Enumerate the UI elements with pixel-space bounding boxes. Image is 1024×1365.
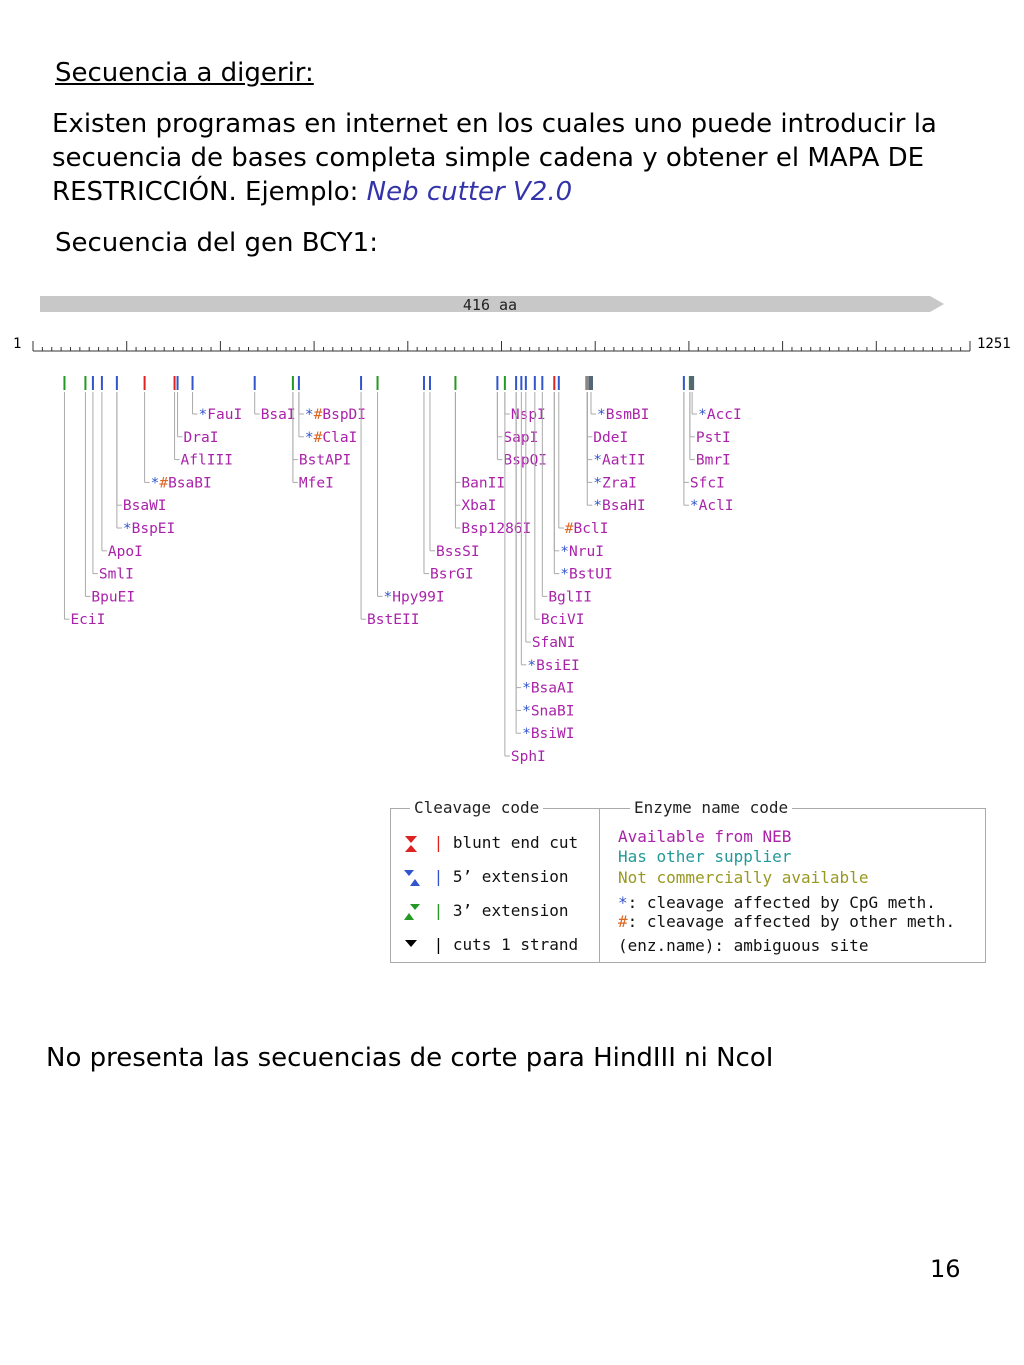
enzyme-name: FauI: [207, 407, 243, 423]
legend-text: : cleavage affected by other meth.: [627, 912, 956, 931]
enzyme-name: BspEI: [131, 521, 176, 537]
enzyme-label: [503, 430, 538, 446]
enzyme-name: BmrI: [695, 452, 731, 469]
cleavage-legend-row: [402, 935, 578, 956]
nebcutter-link[interactable]: Neb cutter V2.0: [366, 177, 573, 207]
legend-text: : cleavage affected by CpG meth.: [627, 893, 936, 912]
cut-site-mark: [254, 376, 256, 390]
legend-divider: [599, 808, 600, 962]
cut-site-mark: [690, 376, 694, 390]
name-code-row: [618, 868, 868, 887]
enzyme-name-code-title: Enzyme name code: [630, 798, 792, 817]
cut-site-mark: [553, 376, 555, 390]
enzyme-name: BsrGI: [429, 566, 474, 583]
enzyme-name: BsaHI: [601, 498, 646, 515]
enzyme-flag: #: [564, 521, 574, 537]
cut-site-mark: [496, 376, 498, 390]
legend-text: #: [618, 912, 628, 931]
name-code-row: [618, 847, 791, 866]
enzyme-label: [511, 749, 546, 765]
enzyme-label: [560, 567, 612, 583]
enzyme-name: SapI: [503, 429, 539, 446]
enzyme-label: [184, 430, 219, 446]
enzyme-flag: *: [304, 429, 314, 446]
enzyme-flag: *: [593, 452, 602, 469]
enzyme-flag: #: [313, 407, 323, 423]
cleavage-bar-mark: |: [424, 935, 453, 954]
enzyme-flag: *: [198, 407, 208, 423]
cleavage-label: 3’ extension: [452, 901, 569, 920]
enzyme-label: [565, 521, 609, 537]
enzyme-label: [199, 407, 243, 423]
enzyme-flag: *: [522, 703, 531, 720]
ruler-start-label: 1: [13, 336, 22, 352]
cleavage-arrow-shape: [404, 870, 420, 886]
slide-heading: Secuencia a digerir:: [55, 58, 314, 88]
cut-site-mark: [683, 376, 685, 390]
enzyme-name: BsiWI: [530, 726, 575, 743]
enzyme-label: [99, 567, 134, 583]
enzyme-name: BstUI: [569, 566, 613, 583]
enzyme-label: [151, 475, 212, 491]
cleavage-code-title: Cleavage code: [410, 798, 543, 817]
cut-site-mark: [192, 376, 194, 390]
gene-label: Secuencia del gen BCY1:: [55, 228, 378, 258]
enzyme-name: NspI: [510, 407, 546, 423]
cleavage-bar-mark: |: [424, 901, 453, 920]
enzyme-name: BsaAI: [530, 680, 575, 697]
cleavage-arrow-shape: [404, 904, 420, 920]
enzyme-name: SnaBI: [530, 703, 575, 720]
enzyme-name: BssSI: [435, 543, 480, 560]
cleavage-legend-row: [402, 833, 578, 854]
cleavage-label: blunt end cut: [452, 833, 579, 852]
enzyme-flag: *: [527, 657, 537, 674]
legend-text: Not commercially available: [618, 868, 869, 887]
cut-site-mark: [177, 376, 179, 390]
cut-site-mark: [84, 376, 86, 390]
enzyme-name: BglII: [548, 589, 592, 606]
enzyme-name: AclI: [698, 498, 734, 515]
cut-site-mark: [558, 376, 560, 390]
enzyme-name: EciI: [70, 612, 106, 629]
enzyme-label: [593, 453, 645, 469]
legend-text: *: [618, 893, 628, 912]
enzyme-name: DraI: [183, 429, 219, 446]
cleavage-arrow-shape: [405, 940, 417, 947]
cut-site-mark: [292, 376, 294, 390]
enzyme-name: BsaWI: [122, 498, 167, 515]
restriction-map: [0, 280, 1024, 780]
cleavage-legend-row: [402, 867, 569, 888]
enzyme-name: NruI: [569, 543, 604, 560]
enzyme-label: [384, 589, 445, 605]
cut-site-mark: [174, 376, 176, 390]
enzyme-name: SphI: [510, 749, 546, 765]
page-number: 16: [930, 1255, 961, 1283]
enzyme-name: MfeI: [298, 475, 334, 492]
intro-text: Existen programas en internet en los cuales uno puede introducir la secuencia de bases completa simple cadena y obtener el MAPA DE RESTRICCIÓN. Ejemplo:: [52, 109, 937, 207]
cut-site-mark: [423, 376, 425, 390]
enzyme-name: BsiEI: [536, 657, 580, 674]
enzyme-flag: *: [698, 407, 707, 423]
ambiguous-code-row: [618, 936, 868, 955]
enzyme-label: [123, 521, 175, 537]
enzyme-name: BstAPI: [298, 452, 352, 469]
cut-site-mark: [377, 376, 379, 390]
enzyme-name: AflIII: [180, 452, 233, 469]
protein-length-label: 416 aa: [462, 296, 518, 314]
cleavage-arrow-icon: [402, 902, 424, 922]
enzyme-name: PstI: [695, 429, 731, 446]
cut-site-mark: [504, 376, 506, 390]
enzyme-label: [690, 475, 725, 491]
enzyme-flag: #: [313, 429, 323, 446]
enzyme-label: [91, 589, 135, 605]
enzyme-label: [461, 475, 505, 491]
enzyme-name: XbaI: [461, 498, 497, 515]
enzyme-name: AccI: [706, 407, 742, 423]
enzyme-flag: *: [383, 589, 393, 606]
cut-site-mark: [63, 376, 65, 390]
enzyme-label: [522, 703, 574, 719]
enzyme-label: [548, 589, 592, 605]
cut-site-mark: [360, 376, 362, 390]
enzyme-name: Bsp1286I: [461, 521, 532, 537]
enzyme-name: BpuEI: [91, 589, 136, 606]
enzyme-label: [70, 612, 105, 628]
enzyme-flag: *: [560, 543, 570, 560]
cut-site-mark: [298, 376, 300, 390]
enzyme-flag: *: [522, 726, 531, 743]
cleavage-label: 5’ extension: [452, 867, 569, 886]
enzyme-label: [696, 453, 731, 469]
enzyme-label: [108, 544, 143, 560]
enzyme-flag: *: [593, 475, 602, 492]
cut-site-mark: [116, 376, 118, 390]
enzyme-flag: *: [122, 521, 132, 537]
enzyme-label: [367, 612, 419, 628]
cleavage-bar-mark: |: [424, 833, 453, 852]
enzyme-label: [299, 453, 351, 469]
cleavage-label: cuts 1 strand: [452, 935, 579, 954]
enzyme-flag: *: [560, 566, 570, 583]
enzyme-name: ClaI: [322, 429, 358, 446]
cleavage-arrow-icon: [402, 834, 424, 854]
intro-paragraph: [52, 107, 982, 209]
cut-site-mark: [101, 376, 103, 390]
cleavage-arrow-shape: [405, 836, 417, 852]
enzyme-label: [430, 567, 474, 583]
conclusion-text: No presenta las secuencias de corte para HindIII ni NcoI: [46, 1043, 774, 1073]
cleavage-legend-row: [402, 901, 569, 922]
legend: [390, 797, 985, 963]
enzyme-label: [461, 521, 531, 537]
enzyme-label: [593, 475, 637, 491]
name-code-row: [618, 827, 791, 846]
enzyme-label: [181, 453, 233, 469]
cut-site-mark: [534, 376, 536, 390]
cut-site-mark: [520, 376, 522, 390]
enzyme-label: [696, 430, 731, 446]
cut-site-mark: [585, 376, 589, 390]
cleavage-arrow-icon: [402, 868, 424, 888]
enzyme-flag: *: [597, 407, 606, 423]
enzyme-label: [261, 407, 296, 423]
enzyme-label: [593, 430, 628, 446]
cut-site-mark: [525, 376, 527, 390]
cut-site-mark: [541, 376, 543, 390]
enzyme-label: [305, 430, 357, 446]
enzyme-name: SfaNI: [531, 635, 576, 651]
enzyme-name: BspQI: [503, 452, 548, 469]
cleavage-bar-mark: |: [424, 867, 453, 886]
enzyme-name: AatII: [601, 452, 646, 469]
enzyme-label: [522, 681, 574, 697]
ruler-end-label: 1251: [977, 336, 1011, 352]
enzyme-label: [560, 544, 604, 560]
cut-site-mark: [515, 376, 517, 390]
legend-text: Has other supplier: [618, 847, 792, 866]
enzyme-name: SmlI: [98, 566, 134, 583]
enzyme-flag: *: [689, 498, 699, 515]
legend-text: Available from NEB: [618, 827, 792, 846]
enzyme-name: ApoI: [107, 543, 143, 560]
enzyme-name: ZraI: [601, 475, 637, 492]
enzyme-name: DdeI: [593, 429, 629, 446]
cut-site-mark: [454, 376, 456, 390]
enzyme-name: Hpy99I: [392, 589, 445, 606]
enzyme-label: [532, 635, 576, 651]
enzyme-label: [123, 498, 167, 514]
symbol-code-row: [618, 912, 955, 931]
enzyme-name: BclI: [573, 521, 609, 537]
enzyme-name: BsaBI: [168, 475, 212, 492]
enzyme-name: BciVI: [540, 612, 585, 629]
enzyme-flag: *: [304, 407, 314, 423]
enzyme-label: [503, 453, 547, 469]
cut-site-mark: [92, 376, 94, 390]
enzyme-label: [436, 544, 480, 560]
enzyme-label: [461, 498, 496, 514]
enzyme-name: SfcI: [689, 475, 725, 492]
enzyme-flag: *: [522, 680, 531, 697]
enzyme-flag: #: [159, 475, 169, 492]
cut-site-mark: [589, 376, 593, 390]
enzyme-label: [690, 498, 734, 514]
enzyme-label: [527, 658, 579, 674]
enzyme-name: BsmBI: [605, 407, 650, 423]
enzyme-flag: *: [593, 498, 602, 515]
cleavage-arrow-icon: [402, 936, 424, 956]
enzyme-flag: *: [150, 475, 160, 492]
enzyme-name: BanII: [461, 475, 506, 492]
enzyme-label: [593, 498, 645, 514]
cut-site-mark: [429, 376, 431, 390]
enzyme-label: [597, 407, 649, 423]
enzyme-label: [299, 475, 334, 491]
enzyme-name: BspDI: [322, 407, 367, 423]
enzyme-label: [305, 407, 366, 423]
enzyme-label: [522, 726, 574, 742]
enzyme-label: [541, 612, 585, 628]
symbol-code-row: [618, 893, 936, 912]
enzyme-name: BsaI: [260, 407, 296, 423]
legend-text: (enz.name): ambiguous site: [618, 936, 869, 955]
enzyme-name: BstEII: [367, 612, 420, 629]
cut-site-mark: [144, 376, 146, 390]
enzyme-label: [698, 407, 742, 423]
